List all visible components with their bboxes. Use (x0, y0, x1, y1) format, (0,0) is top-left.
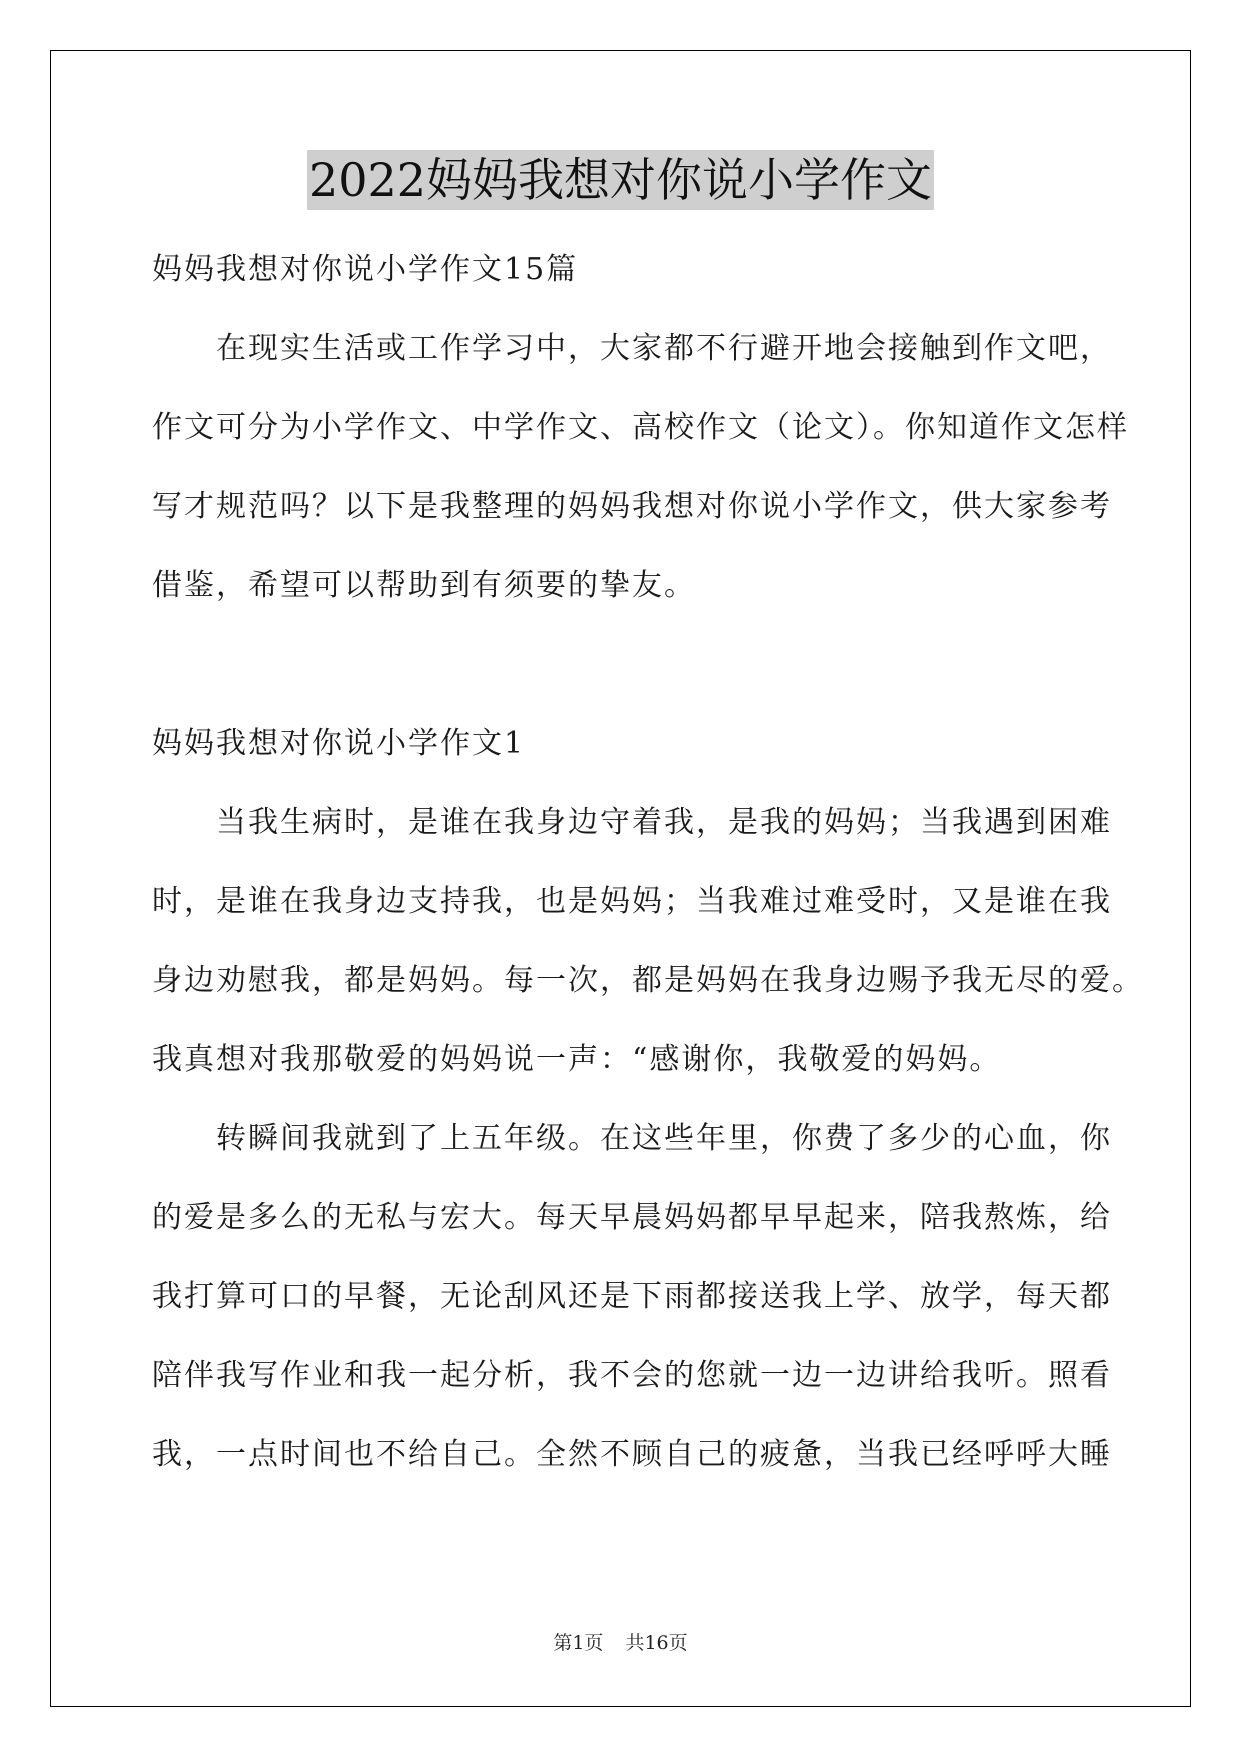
paragraph-line: 我打算可口的早餐，无论刮风还是下雨都接送我上学、放学，每天都 (152, 1279, 1112, 1314)
paragraph-line: 在现实生活或工作学习中，大家都不行避开地会接触到作文吧， (216, 331, 1112, 366)
paragraph-line: 我真想对我那敬爱的妈妈说一声：“感谢你，我敬爱的妈妈。 (152, 1042, 1002, 1077)
paragraph-line: 当我生病时，是谁在我身边守着我，是我的妈妈；当我遇到困难 (216, 805, 1112, 840)
paragraph-line: 身边劝慰我，都是妈妈。每一次，都是妈妈在我身边赐予我无尽的爱。 (152, 963, 1144, 998)
paragraph-line: 转瞬间我就到了上五年级。在这些年里，你费了多少的心血，你 (216, 1121, 1112, 1156)
title-wrap (0, 150, 1241, 210)
section-heading: 妈妈我想对你说小学作文15篇 (152, 252, 579, 287)
page-total: 共16页 (625, 1632, 688, 1654)
paragraph-line: 的爱是多么的无私与宏大。每天早晨妈妈都早早起来，陪我熬炼，给 (152, 1200, 1112, 1235)
page-footer (0, 1628, 1241, 1655)
paragraph-line: 时，是谁在我身边支持我，也是妈妈；当我难过难受时，又是谁在我 (152, 884, 1112, 919)
section-heading: 妈妈我想对你说小学作文1 (152, 726, 526, 761)
page-number: 第1页 (553, 1632, 604, 1654)
paragraph-line: 写才规范吗？以下是我整理的妈妈我想对你说小学作文，供大家参考 (152, 489, 1112, 524)
document-title: 2022妈妈我想对你说小学作文 (307, 150, 934, 210)
blank-line (152, 625, 1092, 704)
document-body (152, 230, 1144, 1494)
paragraph-line: 借鉴，希望可以帮助到有须要的挚友。 (152, 568, 696, 603)
paragraph-line: 我，一点时间也不给自己。全然不顾自己的疲惫，当我已经呼呼大睡 (152, 1437, 1112, 1472)
paragraph-line: 陪伴我写作业和我一起分析，我不会的您就一边一边讲给我听。照看 (152, 1358, 1112, 1393)
paragraph-line: 作文可分为小学作文、中学作文、高校作文（论文）。你知道作文怎样 (152, 410, 1129, 445)
